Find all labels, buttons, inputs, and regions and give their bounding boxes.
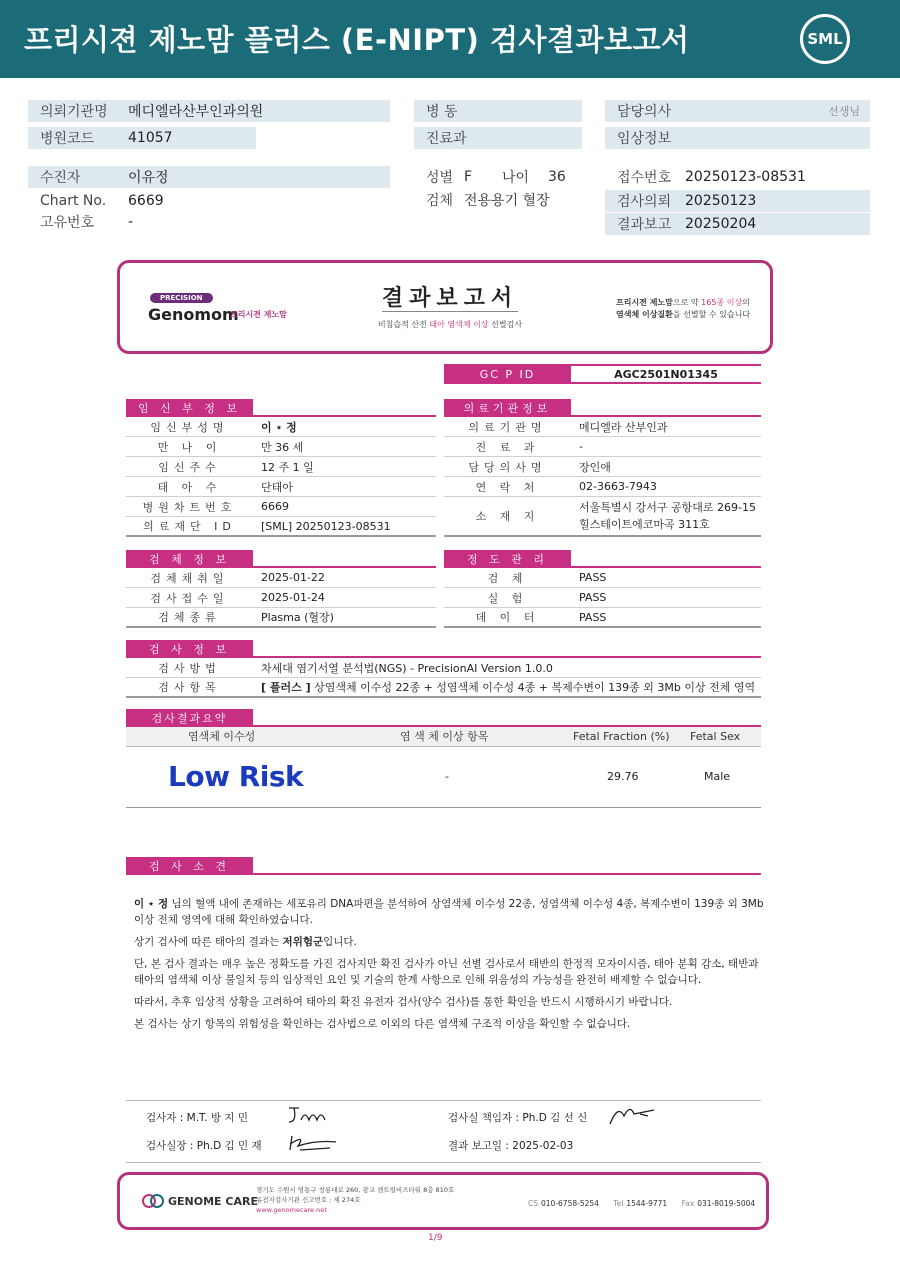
qc-head: 정 도 관 리 — [444, 550, 571, 567]
signature-image — [285, 1104, 329, 1128]
report-date-field: 결과보고 20250204 — [605, 213, 870, 235]
hospital-code-field: 병원코드 41057 — [28, 127, 256, 149]
signature-bottom-line — [126, 1162, 761, 1163]
chart-field: Chart No. 6669 — [40, 193, 164, 209]
tester-line: 검사자 : M.T. 방 지 민 — [146, 1112, 248, 1124]
table-row: 실 험 PASS — [444, 588, 761, 608]
genomom-logo: Genomom — [148, 305, 239, 324]
ward-field: 병 동 — [414, 100, 582, 122]
findings-head: 검 사 소 견 — [126, 857, 253, 874]
lab-manager-line: 검사실 책임자 : Ph.D 김 선 신 — [448, 1112, 588, 1124]
table-row: 임신부성명 이 ⋆ 정 — [126, 417, 436, 437]
col-abnormal-items: 염 색 체 이상 항목 — [400, 730, 489, 743]
page-number: 1/9 — [428, 1233, 443, 1243]
page-title: 프리시젼 제노맘 플러스 (E-NIPT) 검사결과보고서 — [24, 23, 690, 57]
signature-top-line — [126, 1100, 761, 1101]
gcpid-value: AGC2501N01345 — [571, 364, 761, 384]
table-row: 검사항목 [ 플러스 ] 상염색체 이수성 22종 + 성염색체 이수성 4종 + 복제수변이 139종 외 3Mb 이상 전체 영역 — [126, 678, 761, 698]
examinee-field: 수진자 이유정 — [28, 166, 390, 188]
col-aneuploidy: 염색체 이수성 — [188, 730, 256, 743]
unique-field: 고유번호 - — [40, 214, 134, 231]
report-header-frame — [117, 260, 773, 354]
col-fetal-sex: Fetal Sex — [690, 729, 741, 743]
gcpid-label: GC P ID — [444, 364, 571, 384]
table-row: 소 재 지 서울특별시 강서구 공항대로 269-15 힐스테이트에코마곡 311호 — [444, 497, 761, 537]
request-field: 검사의뢰 20250123 — [605, 190, 870, 212]
table-row: 의료재단 ID [SML] 20250123-08531 — [126, 517, 436, 537]
abnormal-value: - — [445, 770, 449, 783]
table-row: 검체채취일 2025-01-22 — [126, 568, 436, 588]
precision-badge: PRECISION — [150, 293, 213, 303]
receipt-field: 접수번호 20250123-08531 — [617, 169, 806, 186]
report-tagline: 프리시젼 제노맘으로 약 165종 이상의 염색체 이상질환을 선별할 수 있습니다 — [616, 298, 751, 319]
footer-address: 경기도 수원시 영통구 창룡대로 260, 광교 센트럴비즈타워 8층 810호 유전자검사기관 신고번호 : 제 274호 www.genomecare.net — [256, 1186, 455, 1214]
specimen-info-head: 검 체 정 보 — [126, 550, 253, 567]
institution-field: 의뢰기관명 메디엘라산부인과의원 — [28, 100, 390, 122]
sex-age-field: 성별 F 나이 36 — [426, 169, 566, 186]
clinical-field: 임상정보 — [605, 127, 870, 149]
signature-image — [286, 1132, 340, 1154]
summary-head: 검사결과요약 — [126, 709, 253, 726]
header-bar — [0, 0, 900, 78]
doctor-field: 담당의사 선생님 — [605, 100, 870, 122]
table-row: 임신주수 12 주 1 일 — [126, 457, 436, 477]
sex-value: Male — [704, 770, 731, 783]
footer-frame — [117, 1172, 769, 1230]
table-row: 검체종류 Plasma (혈장) — [126, 608, 436, 628]
genome-care-icon — [142, 1194, 164, 1208]
genomom-sub: 프리시젼 제노맘 — [230, 310, 287, 319]
summary-bottom-line — [126, 807, 761, 808]
report-date-line: 결과 보고일 : 2025-02-03 — [448, 1140, 574, 1152]
table-row: 진 료 과 - — [444, 437, 761, 457]
table-row: 검사방법 차세대 염기서열 분석법(NGS) - PrecisionAI Version 1.0.0 — [126, 658, 761, 678]
specimen-field: 검체 전용용기 혈장 — [426, 193, 550, 209]
col-fetal-fraction: Fetal Fraction (%) — [573, 729, 670, 743]
table-row: 검 체 PASS — [444, 568, 761, 588]
table-row: 의료기관명 메디엘라 산부인과 — [444, 417, 761, 437]
table-row: 데 이 터 PASS — [444, 608, 761, 628]
genome-care-logo: GENOME CARE — [142, 1194, 258, 1208]
table-row: 태 아 수 단태아 — [126, 477, 436, 497]
ff-value: 29.76 — [607, 770, 639, 783]
section-line — [126, 873, 761, 875]
signature-image — [604, 1102, 658, 1128]
test-info-head: 검 사 정 보 — [126, 640, 253, 657]
table-row: 병원차트번호 6669 — [126, 497, 436, 517]
lab-head-line: 검사실장 : Ph.D 김 민 재 — [146, 1140, 262, 1152]
table-row: 만 나 이 만 36 세 — [126, 437, 436, 457]
table-row: 연 락 처 02-3663-7943 — [444, 477, 761, 497]
findings-text: 이 ⋆ 정 님의 혈액 내에 존재하는 세포유리 DNA파편을 분석하여 상염색체 이수성 22종, 성염색체 이수성 4종, 복제수변이 139종 외 3Mb 이상 전체 영역에 대해 확인하였습니다. 상기 검사에 따른 태아의 결과는 저위험군입니다. 단, 본 검사 결과는 매우 높은 정확도를 가진 검사지만 확진 검사가 아닌 선별 검사로서 태반의 한정적 모자이시즘, 태아 분획 감소, 태반과 태아의 염색체 이상 불일치 등의 임상적인 요인 및 기술의 한계 사항으로 인해 위음성의 가능성을 완전히 배제할 수 없습니다. 따라서, 추후 임상적 상황을 고려하여 태아의 확진 유전자 검사(양수 검사)를 통한 확인을 반드시 시행하시기 바랍니다. 본 검사는 상기 항목의 위험성을 확인하는 검사법으로 이외의 다른 염색체 구조적 이상을 확인할 수 없습니다. — [134, 898, 764, 1030]
medical-info-head: 의료기관정보 — [444, 399, 571, 416]
footer-contacts: CS 010-6758-5254 Tel 1544-9771 Fax 031-8019-5004 — [528, 1199, 756, 1208]
table-row: 담당의사명 장인애 — [444, 457, 761, 477]
dept-field: 진료과 — [414, 127, 582, 149]
report-title: 결과보고서 — [381, 286, 519, 311]
report-subtitle: 비침습적 산전 태아 염색체 이상 선별검사 — [377, 320, 523, 329]
title-underline — [382, 311, 518, 312]
result-low-risk: Low Risk — [168, 760, 304, 793]
sml-logo: SML — [800, 14, 850, 64]
table-row: 검사접수일 2025-01-24 — [126, 588, 436, 608]
pregnant-info-head: 임 신 부 정 보 — [126, 399, 253, 416]
